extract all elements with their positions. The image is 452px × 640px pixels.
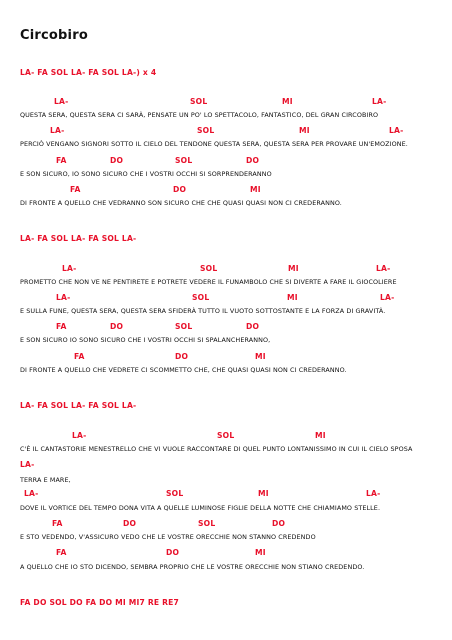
chord: FA [56, 156, 67, 165]
chord: FA [56, 548, 67, 557]
chord: DO [110, 322, 124, 331]
lyric-line: E SON SICURO, IO SONO SICURO CHE I VOSTRI OCCHI SI SORPRENDERANNO [20, 170, 272, 178]
lyric-line: TERRA E MARE, [20, 476, 71, 484]
chord: MI [255, 548, 266, 557]
chord: DO [175, 352, 189, 361]
lyric-line: QUESTA SERA, QUESTA SERA CI SARÀ, PENSATE UN PO' LO SPETTACOLO, FANTASTICO, DEL GRAN CIRCOBIRO [20, 111, 379, 119]
chord: DO [272, 519, 286, 528]
chord: LA- [376, 264, 391, 273]
chord: SOL [197, 126, 215, 135]
chord: MI [288, 264, 299, 273]
chord: SOL [198, 519, 216, 528]
chord: SOL [190, 97, 208, 106]
chord: LA- [380, 293, 395, 302]
chord: LA- [372, 97, 387, 106]
chord: MI [258, 489, 269, 498]
chord: DO [246, 322, 260, 331]
interlude-chords: LA- FA SOL LA- FA SOL LA- [20, 401, 137, 410]
chord: LA- [72, 431, 87, 440]
chord: FA [56, 322, 67, 331]
lyric-line: C'È IL CANTASTORIE MENESTRELLO CHE VI VUOLE RACCONTARE DI QUEL PUNTO LONTANISSIMO IN CUI IL CIELO SPOSA [20, 445, 413, 453]
chord: SOL [175, 322, 193, 331]
chord: FA [52, 519, 63, 528]
chord: SOL [175, 156, 193, 165]
lyric-line: PERCIÒ VENGANO SIGNORI SOTTO IL CIELO DEL TENDONE QUESTA SERA, QUESTA SERA PER PROVARE UN'EMOZIONE. [20, 140, 408, 148]
lyric-line: E STO VEDENDO, V'ASSICURO VEDO CHE LE VOSTRE ORECCHIE NON STANNO CREDENDO [20, 533, 316, 541]
lyric-line: PROMETTO CHE NON VE NE PENTIRETE E POTRETE VEDERE IL FUNAMBOLO CHE SI DIVERTE A FARE IL GIOCOLIERE [20, 278, 397, 286]
lyric-line: E SON SICURO IO SONO SICURO CHE I VOSTRI OCCHI SI SPALANCHERANNO, [20, 336, 271, 344]
chord: DO [246, 156, 260, 165]
chord: MI [255, 352, 266, 361]
chord: SOL [192, 293, 210, 302]
chord: LA- [20, 460, 35, 469]
chord: LA- [24, 489, 39, 498]
chord: LA- [56, 293, 71, 302]
intro-chords: LA- FA SOL LA- FA SOL LA-) x 4 [20, 68, 157, 77]
interlude-chords: LA- FA SOL LA- FA SOL LA- [20, 234, 137, 243]
chord: LA- [54, 97, 69, 106]
chord: MI [315, 431, 326, 440]
chord: LA- [50, 126, 65, 135]
chord: LA- [366, 489, 381, 498]
lyric-line: DI FRONTE A QUELLO CHE VEDRETE CI SCOMMETTO CHE, CHE QUASI QUASI NON CI CREDERANNO. [20, 366, 347, 374]
chord: DO [166, 548, 180, 557]
chord: FA [74, 352, 85, 361]
chord: LA- [389, 126, 404, 135]
chord: DO [110, 156, 124, 165]
chord: SOL [200, 264, 218, 273]
chord: SOL [166, 489, 184, 498]
lyric-line: E SULLA FUNE, QUESTA SERA, QUESTA SERA SFIDERÀ TUTTO IL VUOTO SOTTOSTANTE E LA FORZA DI GRAVITÀ. [20, 307, 386, 315]
chord: LA- [62, 264, 77, 273]
chord: DO [173, 185, 187, 194]
outro-chords: FA DO SOL DO FA DO MI MI7 RE RE7 [20, 598, 180, 607]
lyric-line: DI FRONTE A QUELLO CHE VEDRANNO SON SICURO CHE CHE QUASI QUASI NON CI CREDERANNO. [20, 199, 342, 207]
chord: FA [70, 185, 81, 194]
chord: MI [287, 293, 298, 302]
lyric-line: DOVE IL VORTICE DEL TEMPO DONA VITA A QUELLE LUMINOSE FIGLIE DELLA NOTTE CHE CHIAMIAMO STELLE. [20, 504, 381, 512]
chord: SOL [217, 431, 235, 440]
chord: DO [123, 519, 137, 528]
chord: MI [250, 185, 261, 194]
lyric-line: A QUELLO CHE IO STO DICENDO, SEMBRA PROPRIO CHE LE VOSTRE ORECCHIE NON STIANO CREDENDO. [20, 563, 365, 571]
song-title: Circobiro [20, 28, 88, 43]
chord: MI [299, 126, 310, 135]
chord: MI [282, 97, 293, 106]
